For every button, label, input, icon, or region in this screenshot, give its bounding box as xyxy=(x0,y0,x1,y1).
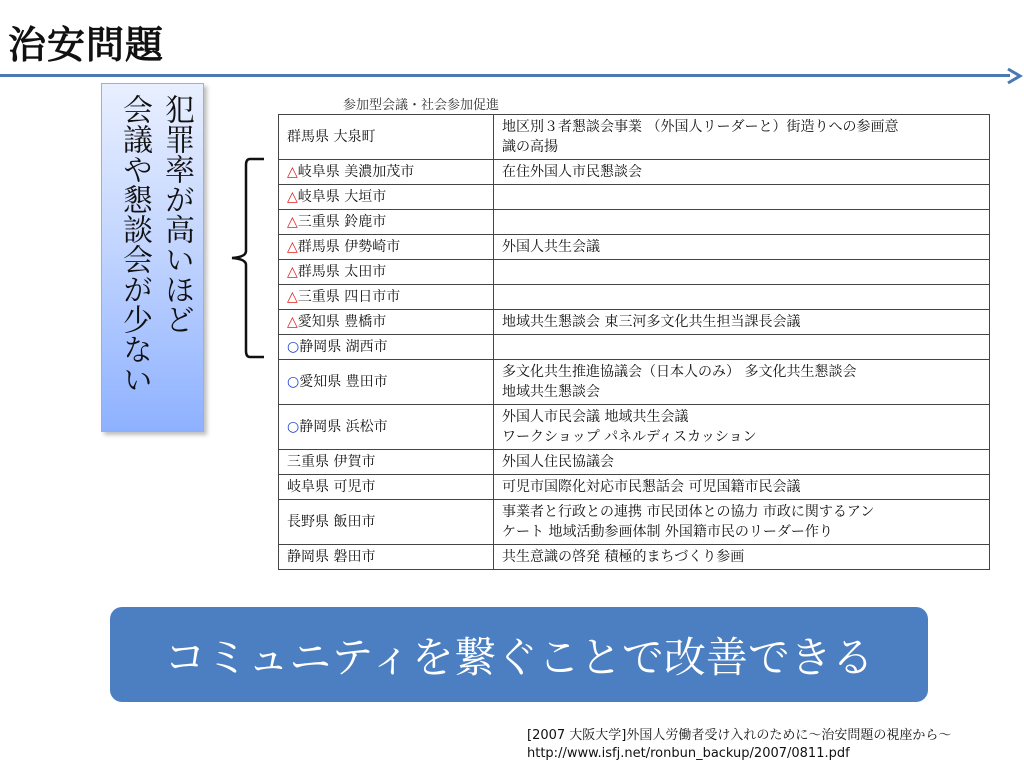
municipality-cell xyxy=(279,545,494,570)
source-url[interactable]: http://www.isfj.net/ronbun_backup/2007/0811.pdf xyxy=(527,746,850,761)
initiative-line xyxy=(502,212,981,232)
table-row xyxy=(279,360,990,405)
initiative-cell xyxy=(494,160,990,185)
circle-mark-icon: ○ xyxy=(287,419,300,435)
initiative-cell xyxy=(494,285,990,310)
initiative-cell xyxy=(494,475,990,500)
municipality-cell xyxy=(279,115,494,160)
initiative-cell xyxy=(494,185,990,210)
initiative-line: 外国人共生会議 xyxy=(502,239,600,255)
initiative-line: ワークショップ パネルディスカッション xyxy=(502,429,757,445)
municipality-name: 岐阜県 美濃加茂市 xyxy=(297,164,415,180)
table-row xyxy=(279,335,990,360)
table-row xyxy=(279,285,990,310)
initiative-line: 地区別３者懇談会事業 （外国人リーダーと）街造りへの参画意 xyxy=(502,119,899,135)
triangle-mark-icon: △ xyxy=(287,189,298,205)
initiative-line xyxy=(502,262,981,282)
municipality-name: 岐阜県 大垣市 xyxy=(297,189,387,205)
municipality-cell xyxy=(279,310,494,335)
title-underline xyxy=(0,74,1010,77)
initiative-cell xyxy=(494,360,990,405)
municipality-name: 愛知県 豊橋市 xyxy=(297,314,387,330)
source-citation xyxy=(527,727,951,763)
initiative-cell xyxy=(494,405,990,450)
triangle-mark-icon: △ xyxy=(287,289,298,305)
municipality-name: 群馬県 伊勢崎市 xyxy=(297,239,401,255)
circle-mark-icon: ○ xyxy=(287,339,300,355)
circle-mark-icon: ○ xyxy=(287,374,300,390)
initiative-cell xyxy=(494,335,990,360)
initiative-line: 在住外国人市民懇談会 xyxy=(502,164,642,180)
initiative-line: 地域共生懇談会 東三河多文化共生担当課長会議 xyxy=(502,314,801,330)
municipality-cell xyxy=(279,185,494,210)
table-row xyxy=(279,500,990,545)
initiative-cell xyxy=(494,235,990,260)
initiative-line: 外国人市民会議 地域共生会議 xyxy=(502,409,689,425)
side-note-line-2: 会議や懇談会が少ない xyxy=(117,94,152,394)
municipality-name: 三重県 四日市市 xyxy=(297,289,401,305)
table-row xyxy=(279,450,990,475)
table-row xyxy=(279,260,990,285)
initiative-line: 可児市国際化対応市民懇話会 可児国籍市民会議 xyxy=(502,479,801,495)
table-row xyxy=(279,115,990,160)
initiative-line: 識の高揚 xyxy=(502,139,558,155)
municipality-cell xyxy=(279,450,494,475)
municipality-name: 岐阜県 可児市 xyxy=(287,479,376,495)
slide-title: 治安問題 xyxy=(8,23,165,67)
municipality-name: 三重県 鈴鹿市 xyxy=(297,214,387,230)
municipality-cell xyxy=(279,360,494,405)
municipality-name: 長野県 飯田市 xyxy=(287,514,376,530)
initiative-line: 事業者と行政との連携 市民団体との協力 市政に関するアン xyxy=(502,504,875,520)
side-note-box xyxy=(101,83,204,432)
municipality-cell xyxy=(279,500,494,545)
municipality-cell xyxy=(279,210,494,235)
municipality-name: 群馬県 大泉町 xyxy=(287,129,376,145)
municipality-cell xyxy=(279,285,494,310)
conclusion-banner: コミュニティを繋ぐことで改善できる xyxy=(110,607,928,702)
municipality-cell xyxy=(279,260,494,285)
municipality-name: 静岡県 浜松市 xyxy=(299,419,388,435)
initiative-line: 共生意識の啓発 積極的まちづくり参画 xyxy=(502,549,745,565)
municipality-cell xyxy=(279,405,494,450)
triangle-mark-icon: △ xyxy=(287,314,298,330)
initiative-cell xyxy=(494,545,990,570)
municipality-name: 群馬県 太田市 xyxy=(297,264,387,280)
triangle-mark-icon: △ xyxy=(287,214,298,230)
triangle-mark-icon: △ xyxy=(287,264,298,280)
table-row xyxy=(279,475,990,500)
arrow-right-icon xyxy=(1004,66,1024,86)
source-line-1: [2007 大阪大学]外国人労働者受け入れのために～治安問題の視座から～ xyxy=(527,728,952,743)
initiative-cell xyxy=(494,260,990,285)
municipality-name: 愛知県 豊田市 xyxy=(299,374,388,390)
municipality-cell xyxy=(279,475,494,500)
table-caption: 参加型会議・社会参加促進 xyxy=(343,98,500,113)
initiative-line xyxy=(502,337,981,357)
initiative-cell xyxy=(494,115,990,160)
initiative-line: 多文化共生推進協議会（日本人のみ） 多文化共生懇談会 xyxy=(502,364,857,380)
left-brace-icon xyxy=(228,157,268,359)
triangle-mark-icon: △ xyxy=(287,164,298,180)
municipality-cell xyxy=(279,160,494,185)
initiative-line xyxy=(502,287,981,307)
initiative-line xyxy=(502,187,981,207)
initiative-cell xyxy=(494,450,990,475)
municipality-name: 静岡県 磐田市 xyxy=(287,549,376,565)
municipality-name: 静岡県 湖西市 xyxy=(299,339,388,355)
triangle-mark-icon: △ xyxy=(287,239,298,255)
municipality-cell xyxy=(279,335,494,360)
table-row xyxy=(279,235,990,260)
initiative-cell xyxy=(494,310,990,335)
municipality-cell xyxy=(279,235,494,260)
table-row xyxy=(279,545,990,570)
initiatives-table xyxy=(278,114,990,570)
table-row xyxy=(279,185,990,210)
initiative-line: 外国人住民協議会 xyxy=(502,454,614,470)
side-note-line-1: 犯罪率が高いほど xyxy=(159,94,194,334)
initiative-line: 地域共生懇談会 xyxy=(502,384,600,400)
municipality-name: 三重県 伊賀市 xyxy=(287,454,376,470)
initiative-line: ケート 地域活動参画体制 外国籍市民のリーダー作り xyxy=(502,524,833,540)
table-row xyxy=(279,405,990,450)
initiative-cell xyxy=(494,210,990,235)
table-row xyxy=(279,160,990,185)
table-row xyxy=(279,210,990,235)
initiative-cell xyxy=(494,500,990,545)
table-row xyxy=(279,310,990,335)
